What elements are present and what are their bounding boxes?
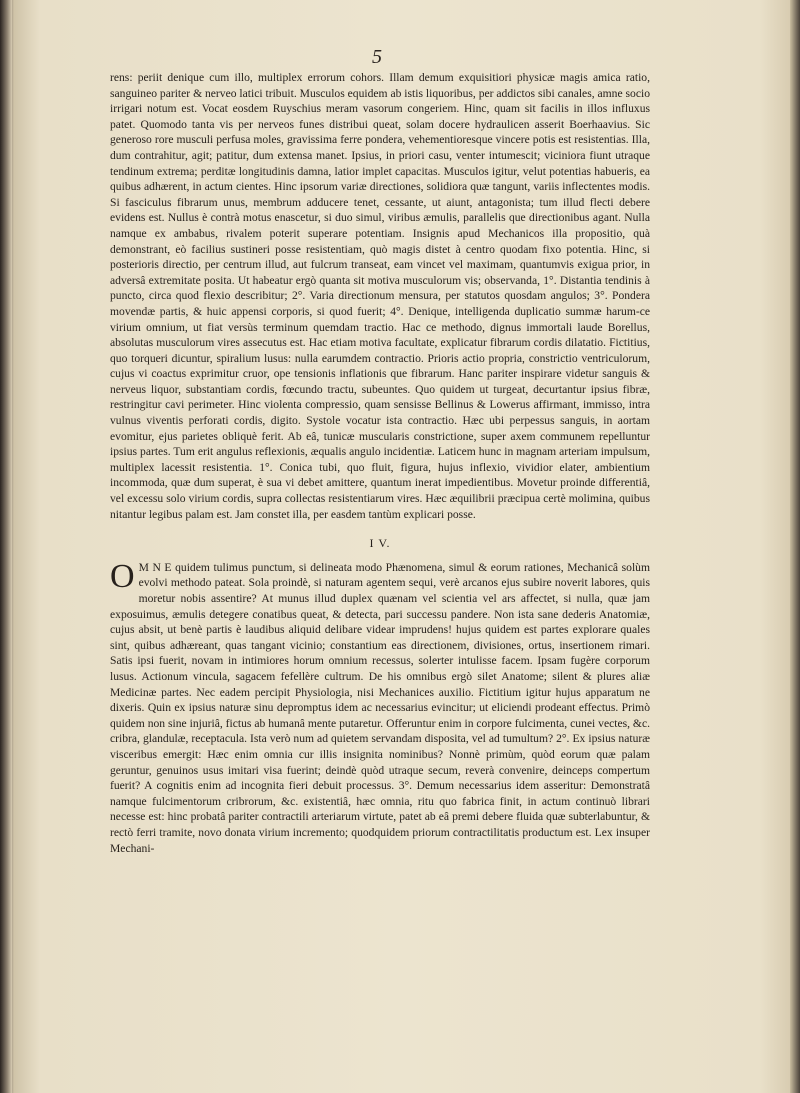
paragraph-section-4-text: M N E quidem tulimus punctum, si delineata modo Phænomena, simul & eorum rationes, Mechanicâ solùm evolvi methodo pateat. Sola proindè, si naturam agentem sequi, verè arcanos ejus subire noverit labores, quis moretur nobis assentire? At munus illud duplex quænam vel scientia vel ars affectet, si nulla, quæ jam exposuimus, æmulis detegere conatibus queat, & detecta, pari successu pandere. Non ista sane dederis Anatomiæ, cujus absit, ut benè partis è laudibus aliquid delibare videar imprudens! hujus quidem est partes explorare quales sint, quibus adhæreant, quas tangant vicinio; constantium eas directionem, divisiones, ortus, insertionem rimari. Satis ipsi fuerit, novam in intimiores horum omnium recessus, solerter intulisse facem. Ipsam fugère corporum lusus. Actionum vincula, sagacem fefellère cultrum. De his omnibus ergò silet Anatome; silent & plures aliæ Medicinæ partes. Nec eadem percipit Physiologia, nisi Mechanices auxilio. Fictitium igitur hujus apparatum ne dixeris. Quin ex ipsius naturæ sinu depromptus idem ac necessarius evincitur; ut eliciendi prodeant effectus. Primò quidem non sine injuriâ, fictus ab humanâ mente putaretur. Offeruntur enim in corpore fulcimenta, cunei vectes, &c. cribra, glandulæ, receptacula. Ista verò num ad quietem servandam disposita, vel ad tumultum? 2°. Ex ipsius naturæ visceribus emergit: Hæc enim omnia cur illis insignita nominibus? Nonnè primùm, quòd eorum quæ palam geruntur, genuinos usus imitari visa fuerint; deindè quòd utraque secum, reverà convenire, deinceps compertum fuerit? A cognitis enim ad incognita fieri debuit processus. 3°. Demum necessarius idem asseritur: Demonstratâ namque fulcimentorum cribrorum, &c. existentiâ, hæc omnia, ritu quo fabrica finit, in actum continuò librari necesse est: hinc probatâ pariter contractili arteriarum virtute, patet ab eâ premi debere fluida quæ subterlabuntur, & rectò ferri tramite, novo donata virium incremento; quodquidem priorum contractilitatis productum est. Lex insuper Mechani- [110,560,650,855]
page-edge [790,0,800,1093]
section-heading: I V. [369,536,391,551]
page-number: 5 [372,46,382,68]
paragraph-section-4 [110,557,650,856]
body-text [110,70,650,856]
drop-cap: O [110,557,135,595]
binding-shadow [0,0,12,1093]
paragraph-section-3: rens: periit denique cum illo, multiplex errorum cohors. Illam demum exquisitiori physicæ magis amica ratio, sanguineo pariter & nerveo latici tribuit. Musculos equidem ab istis liquoribus, per addictos sibi canales, amne socio irrigari notum est. Vocat eosdem Ruyschius meram vasorum congeriem. Hinc, quam sit facilis in illos influxus patet. Quomodo tanta vis per nerveos funes distribui queat, solam docere hydraulicen asserit Boerhaavius. Sic generoso rore musculi perfusa moles, gravissima ferre pondera, vehementioresque vincere potis est resistentias. Illa, dum contrahitur, agit; patitur, dum extensa manet. Ipsius, in priori casu, venter intumescit; viciniora fiunt utraque tendinum extrema; perditæ longitudinis damna, latior implet capacitas. Musculos igitur, velut potentias habueris, ea quibus adhærent, in actum cientes. Hinc ipsorum variæ directiones, solidiora quæ tangunt, variis inflectentes modis. Si fasciculus fibrarum unus, membrum adducere tenet, cessante, ut aiunt, antagonista; tum illud flecti debere evidens est. Nullus è contrà motus enascetur, si duo simul, viribus æmulis, parallelis que directionibus agant. Nulla namque ex ambabus, rivalem poterit superare potentiam. Insignis apud Mechanicos illa propositio, quà demonstrant, eò facilius sustineri posse resistentiam, quò magis distet à centro quodam fixo potentia. Hinc, si posterioris directio, per centrum illud, aut fulcrum transeat, eam vincet vel maximam, quantumvis exigua prior, in adversâ extremitate posita. Ut habeatur ergò quanta sit motiva musculorum vis; observanda, 1°. Distantia tendinis à puncto, circa quod flexio describitur; 2°. Varia directionum mensura, per statutos quosdam angulos; 3°. Pondera movendæ partis, & huic appensi corporis, si quod fuerit; 4°. Denique, intelligenda duplicatio summæ harum-ce virium omnium, ut fiat versùs terminum quemdam tractio. Hac ce methodo, dignus immortali laude Borellus, absolutas musculorum vires assecutus est. Hac etiam motiva facultate, explicatur fibrarum cordis dilatatio. Fictitius, quo torqueri dicuntur, spiralium lusus: nulla earumdem contractio. Prioris actio propria, constrictio ventriculorum, cujus vi coactus exprimitur cruor, ope tensionis inflationis que fibrarum. Hanc pariter inspirare videtur sanguis & nerveus liquor, substantiam cordis, fœcundo tractu, subeuntes. Quo quidem ut turgeat, decurtantur ipsius fibræ, restringitur cavi perimeter. Hinc violenta compressio, quam sensisse Bellinus & Lowerus affirmant, immisso, intra vulnus viventis perforati cordis, digito. Systole vocatur ista contractio. Hæc ubi perpessus sanguis, in aortam evomitur, ejus parietes obliquè ferit. Ab eâ, tunicæ muscularis constrictione, super axem communem repelluntur ipsius partes. Tum erit angulus reflexionis, æqualis angulo incidentiæ. Laticem hunc in magnam arteriam impulsum, multiplex lacessit resistentia. 1°. Conica tubi, quo fluit, figura, hujus inflexio, vividior elater, ambientium incommoda, quæ dum superat, è sua vi debet amittere, quantum inerat impedientibus. Movetur proinde differentiâ, vel excessu solo virium cordis, supra collectas resistentiarum vires. Hæc æquilibrii præcipua certè molimina, quibus nitantur legibus palam est. Jam constet illa, per easdem tantùm explicari posse. [110,71,650,521]
